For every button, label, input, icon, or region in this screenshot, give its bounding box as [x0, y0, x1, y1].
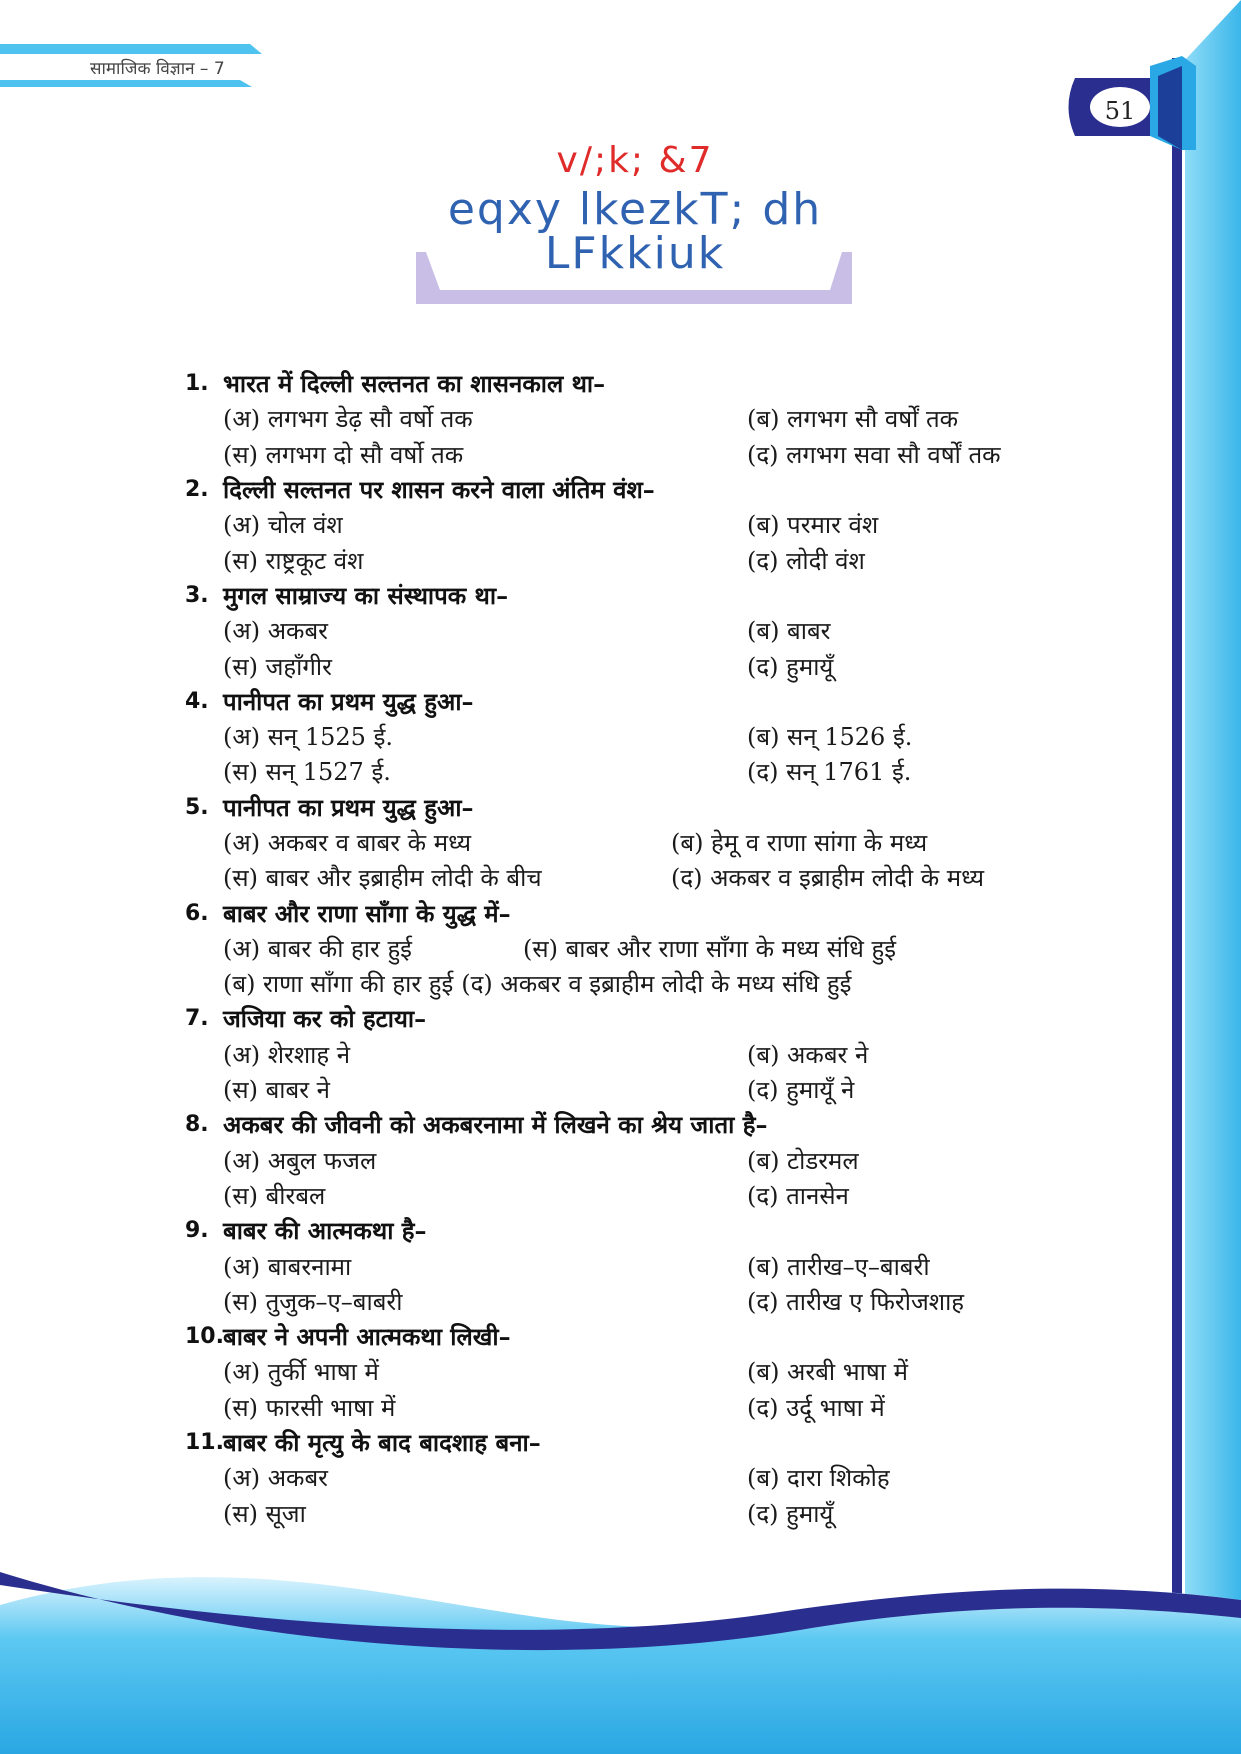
option-b: (ब) अकबर ने — [747, 1040, 869, 1069]
option-c: (स) बीरबल — [223, 1181, 326, 1210]
question-item — [185, 790, 1085, 896]
option-c: (स) लगभग दो सौ वर्षो तक — [223, 440, 464, 469]
option-d: (द) तानसेन — [747, 1181, 849, 1210]
option-d: (द) लोदी वंश — [747, 546, 865, 575]
question-number: 1. — [185, 371, 209, 397]
option-a: (अ) बाबर की हार हुई — [223, 934, 412, 963]
option-d: (द) लगभग सवा सौ वर्षों तक — [747, 440, 1001, 469]
question-text: बाबर ने अपनी आत्मकथा लिखी– — [223, 1322, 511, 1352]
option-c: (स) तुजुक–ए–बाबरी — [223, 1287, 403, 1316]
question-item — [185, 472, 1085, 578]
question-item — [185, 366, 1085, 472]
option-a: (अ) सन् 1525 ई. — [223, 723, 393, 752]
option-c: (स) बाबर और इब्राहीम लोदी के बीच — [223, 864, 542, 893]
option-c: (स) राष्ट्रकूट वंश — [223, 546, 364, 575]
chapter-title-line2: LFkkiuk — [544, 228, 726, 279]
option-a: (अ) अकबर व बाबर के मध्य — [223, 829, 472, 857]
question-number: 7. — [185, 1006, 209, 1032]
question-item — [185, 1001, 1085, 1107]
question-item — [185, 1213, 1085, 1319]
option-c: (स) फारसी भाषा में — [223, 1393, 396, 1422]
option-a: (अ) चोल वंश — [223, 511, 343, 540]
question-item — [185, 684, 1085, 790]
question-text: पानीपत का प्रथम युद्ध हुआ– — [223, 686, 474, 716]
question-number: 3. — [185, 582, 209, 608]
option-d: (द) अकबर व इब्राहीम लोदी के मध्य संधि हुई — [461, 970, 852, 999]
option-b: (ब) राणा साँगा की हार हुई — [223, 970, 454, 999]
option-a: (अ) शेरशाह ने — [223, 1040, 351, 1069]
option-c: (स) सन् 1527 ई. — [223, 758, 391, 787]
question-number: 2. — [185, 477, 209, 503]
question-text: बाबर की आत्मकथा है– — [223, 1216, 427, 1246]
question-text: अकबर की जीवनी को अकबरनामा में लिखने का श्रेय जाता है– — [223, 1110, 768, 1140]
question-number: 6. — [185, 900, 209, 926]
option-a: (अ) अकबर — [223, 617, 328, 646]
question-number: 11. — [185, 1430, 224, 1456]
question-item — [185, 578, 1085, 684]
question-item — [185, 1107, 1085, 1213]
option-c: (स) सूजा — [223, 1499, 306, 1528]
option-c: (स) बाबर और राणा साँगा के मध्य संधि हुई — [523, 934, 897, 963]
option-b: (ब) दारा शिकोह — [747, 1464, 890, 1493]
chapter-title — [420, 184, 850, 279]
option-a: (अ) अकबर — [223, 1464, 328, 1493]
option-a: (अ) लगभग डेढ़ सौ वर्षो तक — [223, 405, 473, 434]
option-b: (ब) परमार वंश — [747, 511, 879, 540]
option-d: (द) सन् 1761 ई. — [747, 758, 912, 787]
chapter-label: v/;k; &7 — [556, 140, 714, 181]
option-c: (स) जहाँगीर — [223, 652, 332, 681]
subject-header: सामाजिक विज्ञान – 7 — [90, 59, 225, 79]
option-b: (ब) तारीख–ए–बाबरी — [747, 1252, 930, 1281]
question-number: 5. — [185, 794, 209, 820]
option-a: (अ) अबुल फजल — [223, 1146, 377, 1175]
option-d: (द) हुमायूँ — [747, 652, 834, 681]
question-item — [185, 1425, 1085, 1531]
option-a: (अ) तुर्की भाषा में — [223, 1358, 379, 1387]
option-b: (ब) बाबर — [747, 617, 831, 646]
question-item — [185, 895, 1085, 1001]
side-band — [1185, 0, 1241, 1754]
option-a: (अ) बाबरनामा — [223, 1252, 352, 1281]
question-number: 9. — [185, 1218, 209, 1244]
option-d: (द) अकबर व इब्राहीम लोदी के मध्य — [671, 864, 985, 893]
option-d: (द) हुमायूँ ने — [747, 1076, 855, 1105]
side-bar — [1172, 58, 1182, 1618]
option-b: (ब) हेमू व राणा सांगा के मध्य — [671, 829, 928, 857]
option-b: (ब) अरबी भाषा में — [747, 1358, 908, 1387]
question-text: भारत में दिल्ली सल्तनत का शासनकाल था– — [223, 369, 606, 399]
option-b: (ब) टोडरमल — [747, 1146, 859, 1175]
option-d: (द) हुमायूँ — [747, 1499, 834, 1528]
question-text: बाबर की मृत्यु के बाद बादशाह बना– — [223, 1428, 541, 1458]
question-number: 10. — [185, 1324, 224, 1350]
question-text: बाबर और राणा साँगा के युद्ध में– — [223, 898, 511, 928]
option-d: (द) तारीख ए फिरोजशाह — [747, 1287, 965, 1316]
question-number: 8. — [185, 1112, 209, 1138]
option-c: (स) बाबर ने — [223, 1076, 330, 1105]
question-item — [185, 1319, 1085, 1425]
question-text: जजिया कर को हटाया– — [223, 1004, 427, 1034]
question-text: दिल्ली सल्तनत पर शासन करने वाला अंतिम वंश– — [223, 475, 655, 505]
question-number: 4. — [185, 688, 209, 714]
question-list — [185, 366, 1085, 1531]
option-b: (ब) सन् 1526 ई. — [747, 723, 913, 752]
question-text: मुगल साम्राज्य का संस्थापक था– — [223, 580, 509, 610]
question-text: पानीपत का प्रथम युद्ध हुआ– — [223, 792, 474, 822]
page-number: 51 — [1104, 97, 1136, 125]
option-d: (द) उर्दू भाषा में — [747, 1393, 885, 1422]
option-b: (ब) लगभग सौ वर्षों तक — [747, 405, 959, 434]
chapter-title-line1: eqxy lkezkT; dh — [447, 184, 823, 235]
bottom-wave — [0, 1572, 1241, 1754]
